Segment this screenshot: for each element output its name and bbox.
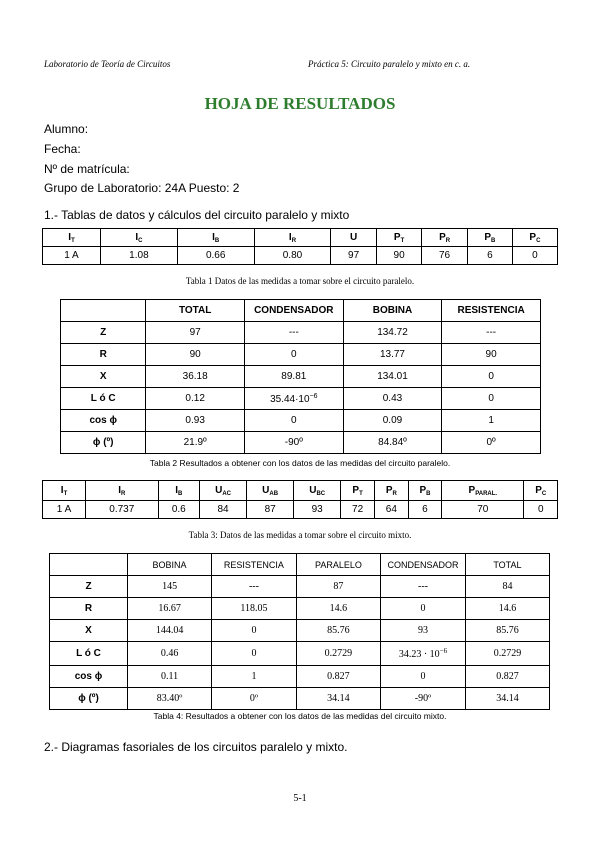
table-1-header: $P_T$ (376, 229, 421, 247)
table-2-cell: 90 (442, 344, 541, 366)
table-1-cell: 97 (331, 247, 376, 265)
table-2-cell: $35.44\cdot 10^{-6}$ (244, 388, 343, 410)
table-3-header: $I_T$ (43, 481, 86, 501)
table-1-cell: 0.66 (177, 247, 254, 265)
table-2-cell: 0.43 (343, 388, 442, 410)
table-4-cell: 144.04 (127, 620, 211, 642)
table-2-cell: 90 (146, 344, 244, 366)
table-2-row (61, 366, 541, 388)
table-4-row (50, 620, 550, 642)
table-4-header: BOBINA (127, 554, 211, 576)
table-4-cell: 34.14 (296, 688, 380, 710)
table-3-cell: 0 (524, 501, 558, 519)
table-4-cell: --- (381, 576, 466, 598)
table-4-cell: -90º (381, 688, 466, 710)
table-4-cell: 87 (296, 576, 380, 598)
table-4-cell: 0 (212, 642, 297, 666)
table-2-cell: 0.09 (343, 410, 442, 432)
table-2-cell: 0 (244, 410, 343, 432)
table-2-row (61, 410, 541, 432)
table-3-cell: 1 A (43, 501, 86, 519)
table-4-cell: 34.14 (465, 688, 549, 710)
table-2-row-label: X (61, 366, 146, 388)
table-3-cell: 84 (200, 501, 247, 519)
table-4-row-label: Z (50, 576, 128, 598)
table-4 (49, 553, 550, 710)
table-4-row (50, 666, 550, 688)
header-right: Práctica 5: Circuito paralelo y mixto en c. a. (308, 59, 471, 69)
table-4-row-label: X (50, 620, 128, 642)
table-3-cell: 93 (294, 501, 341, 519)
alumno-label: Alumno: (44, 122, 89, 136)
section-1-title: 1.- Tablas de datos y cálculos del circuito paralelo y mixto (44, 208, 350, 222)
table-4-cell: 0 (212, 620, 297, 642)
table-1-cell: 76 (422, 247, 467, 265)
table-4-header: RESISTENCIA (212, 554, 297, 576)
table-2-cell: 134.72 (343, 322, 442, 344)
table-4-cell: 16.67 (127, 598, 211, 620)
table-2-caption: Tabla 2 Resultados a obtener con los datos de las medidas del circuito paralelo. (149, 458, 451, 468)
table-4-cell: 14.6 (296, 598, 380, 620)
table-4-cell: 84 (465, 576, 549, 598)
table-2-cell: 97 (146, 322, 244, 344)
grupo-label: Grupo de Laboratorio: 24A Puesto: 2 (44, 181, 240, 195)
table-4-cell: 83.40º (127, 688, 211, 710)
table-2-cell: 13.77 (343, 344, 442, 366)
table-2 (60, 299, 541, 454)
table-2-row-label: Z (61, 322, 146, 344)
table-2-cell: 0.12 (146, 388, 244, 410)
table-2-row (61, 432, 541, 454)
table-3-header-row (43, 481, 558, 501)
table-4-row (50, 642, 550, 666)
table-3 (42, 480, 558, 519)
table-3-header: $P_{PARAL.}$ (442, 481, 524, 501)
page-number: 5-1 (293, 793, 307, 804)
table-2-cell: --- (442, 322, 541, 344)
table-1-cell: 0 (512, 247, 557, 265)
table-3-header: $U_{AC}$ (200, 481, 247, 501)
table-2-cell: 0.93 (146, 410, 244, 432)
table-1-cell: 90 (376, 247, 421, 265)
table-3-cell: 64 (374, 501, 408, 519)
table-4-header-row (50, 554, 550, 576)
table-4-cell: 0.46 (127, 642, 211, 666)
table-4-cell: 0.2729 (296, 642, 380, 666)
table-1-header: $P_B$ (467, 229, 512, 247)
table-2-row (61, 322, 541, 344)
table-3-caption: Tabla 3: Datos de las medidas a tomar sobre el circuito mixto. (188, 530, 412, 540)
table-2-cell: 0 (442, 388, 541, 410)
table-1-header: $I_C$ (101, 229, 178, 247)
table-3-cell: 0.6 (158, 501, 200, 519)
table-2-cell: 134.01 (343, 366, 442, 388)
table-2-cell: 21.9º (146, 432, 244, 454)
table-2-cell: 89.81 (244, 366, 343, 388)
table-3-header: $P_B$ (408, 481, 441, 501)
table-4-cell: 0 (381, 598, 466, 620)
table-3-cell: 0.737 (86, 501, 158, 519)
table-4-cell: 118.05 (212, 598, 297, 620)
table-4-row-label: L ó C (50, 642, 128, 666)
table-4-cell: 0.11 (127, 666, 211, 688)
table-4-cell: --- (212, 576, 297, 598)
table-4-caption: Tabla 4: Resultados a obtener con los datos de las medidas del circuito mixto. (153, 711, 447, 721)
table-3-value-row (43, 501, 558, 519)
table-1-cell: 1 A (43, 247, 101, 265)
table-4-corner (50, 554, 128, 576)
table-2-row-label: L ó C (61, 388, 146, 410)
table-2-cell: 1 (442, 410, 541, 432)
table-1-caption: Tabla 1 Datos de las medidas a tomar sobre el circuito paralelo. (185, 276, 415, 286)
table-4-row-label: cos ϕ (50, 666, 128, 688)
table-2-row (61, 388, 541, 410)
table-2-header: RESISTENCIA (442, 300, 541, 322)
table-2-cell: 0º (442, 432, 541, 454)
table-4-row-label: R (50, 598, 128, 620)
table-1-header: U (331, 229, 376, 247)
table-4-cell: 93 (381, 620, 466, 642)
table-1-header: $I_B$ (177, 229, 254, 247)
table-1-header-row (43, 229, 558, 247)
table-3-header: $P_T$ (341, 481, 375, 501)
table-4-cell: 145 (127, 576, 211, 598)
table-4-cell: 0.827 (465, 666, 549, 688)
table-4-cell: 0.2729 (465, 642, 549, 666)
header-left: Laboratorio de Teoría de Circuitos (44, 59, 171, 69)
table-2-header: CONDENSADOR (244, 300, 343, 322)
table-3-header: $U_{BC}$ (294, 481, 341, 501)
table-2-cell: 36.18 (146, 366, 244, 388)
table-1 (42, 228, 558, 265)
fecha-label: Fecha: (44, 142, 81, 156)
section-2-title: 2.- Diagramas fasoriales de los circuitos paralelo y mixto. (44, 740, 348, 754)
table-2-cell: --- (244, 322, 343, 344)
table-2-cell: -90º (244, 432, 343, 454)
table-2-row-label: ϕ (º) (61, 432, 146, 454)
table-2-row (61, 344, 541, 366)
table-2-row-label: cos ϕ (61, 410, 146, 432)
table-3-cell: 72 (341, 501, 375, 519)
table-4-header: PARALELO (296, 554, 380, 576)
table-1-header: $P_R$ (422, 229, 467, 247)
table-2-header: BOBINA (343, 300, 442, 322)
table-3-cell: 70 (442, 501, 524, 519)
table-2-cell: 0 (244, 344, 343, 366)
table-1-header: $P_C$ (512, 229, 557, 247)
table-4-header: TOTAL (465, 554, 549, 576)
table-1-cell: 0.80 (254, 247, 331, 265)
table-3-header: $I_B$ (158, 481, 200, 501)
table-3-header: $U_{AB}$ (247, 481, 294, 501)
table-3-cell: 6 (408, 501, 441, 519)
table-1-cell: 6 (467, 247, 512, 265)
table-3-header: $I_R$ (86, 481, 158, 501)
table-1-header: $I_R$ (254, 229, 331, 247)
table-2-header: TOTAL (146, 300, 244, 322)
table-1-value-row (43, 247, 558, 265)
table-4-row (50, 576, 550, 598)
matricula-label: Nº de matrícula: (44, 162, 130, 176)
table-2-row-label: R (61, 344, 146, 366)
table-4-cell: 0º (212, 688, 297, 710)
table-4-cell: 0 (381, 666, 466, 688)
table-4-header: CONDENSADOR (381, 554, 466, 576)
table-3-header: $P_C$ (524, 481, 558, 501)
table-2-cell: 84.84º (343, 432, 442, 454)
table-4-cell: $34.23 \cdot 10^{-6}$ (381, 642, 466, 666)
page-title: HOJA DE RESULTADOS (204, 94, 396, 113)
table-2-cell: 0 (442, 366, 541, 388)
table-4-cell: 85.76 (465, 620, 549, 642)
table-2-corner (61, 300, 146, 322)
table-4-cell: 1 (212, 666, 297, 688)
table-3-cell: 87 (247, 501, 294, 519)
table-1-header: $I_T$ (43, 229, 101, 247)
table-2-header-row (61, 300, 541, 322)
table-1-cell: 1.08 (101, 247, 178, 265)
table-4-row (50, 598, 550, 620)
table-4-cell: 0.827 (296, 666, 380, 688)
table-4-row-label: ϕ (º) (50, 688, 128, 710)
table-4-cell: 14.6 (465, 598, 549, 620)
table-4-cell: 85.76 (296, 620, 380, 642)
table-4-row (50, 688, 550, 710)
table-3-header: $P_R$ (374, 481, 408, 501)
